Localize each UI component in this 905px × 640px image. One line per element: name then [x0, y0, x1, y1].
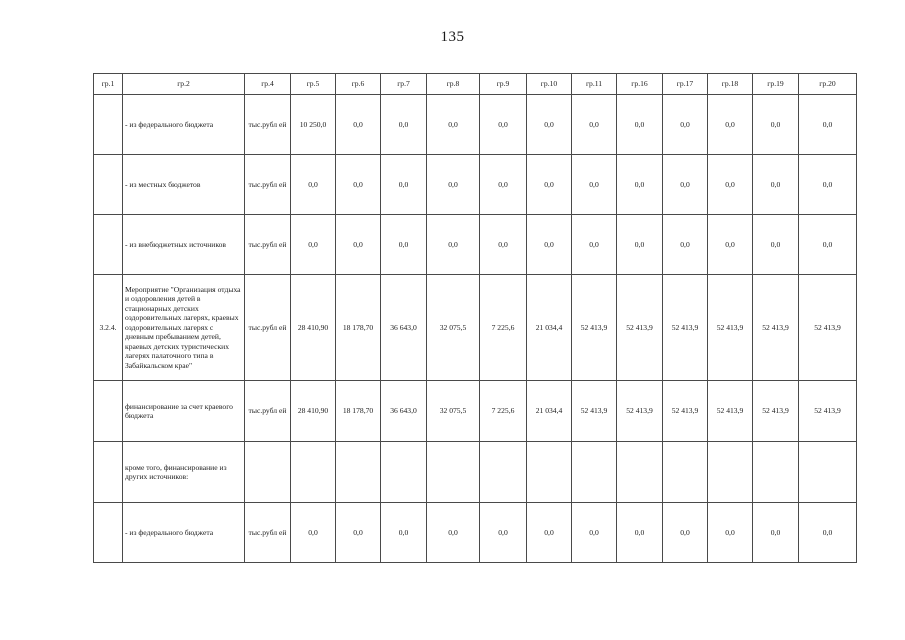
value-cell: 36 643,0 [381, 381, 427, 442]
unit-cell: тыс.рубл ей [245, 275, 291, 381]
value-cell: 0,0 [663, 155, 708, 215]
value-cell [708, 442, 753, 503]
value-cell: 0,0 [527, 95, 572, 155]
row-label-cell: финансирование за счет краевого бюджета [123, 381, 245, 442]
budget-table [93, 73, 857, 563]
column-header: гр.11 [572, 74, 617, 95]
value-cell: 52 413,9 [799, 381, 857, 442]
value-cell: 0,0 [427, 155, 480, 215]
value-cell: 0,0 [381, 215, 427, 275]
value-cell: 0,0 [336, 503, 381, 563]
table-row [94, 275, 857, 381]
row-number-cell [94, 95, 123, 155]
value-cell: 0,0 [708, 503, 753, 563]
value-cell: 0,0 [427, 503, 480, 563]
value-cell: 18 178,70 [336, 275, 381, 381]
value-cell: 0,0 [336, 95, 381, 155]
value-cell: 52 413,9 [572, 381, 617, 442]
value-cell: 7 225,6 [480, 275, 527, 381]
value-cell: 10 250,0 [291, 95, 336, 155]
column-header: гр.8 [427, 74, 480, 95]
value-cell: 52 413,9 [708, 381, 753, 442]
value-cell [753, 442, 799, 503]
value-cell [799, 442, 857, 503]
value-cell [480, 442, 527, 503]
value-cell: 0,0 [527, 155, 572, 215]
value-cell: 0,0 [480, 215, 527, 275]
value-cell: 0,0 [799, 215, 857, 275]
page-number: 135 [440, 29, 465, 45]
value-cell: 52 413,9 [663, 381, 708, 442]
column-header: гр.4 [245, 74, 291, 95]
value-cell: 52 413,9 [572, 275, 617, 381]
value-cell: 52 413,9 [708, 275, 753, 381]
column-header: гр.5 [291, 74, 336, 95]
value-cell: 0,0 [799, 155, 857, 215]
value-cell: 0,0 [663, 215, 708, 275]
value-cell: 0,0 [753, 215, 799, 275]
value-cell: 0,0 [572, 215, 617, 275]
value-cell: 28 410,90 [291, 381, 336, 442]
row-number-cell [94, 503, 123, 563]
value-cell: 0,0 [480, 95, 527, 155]
column-header: гр.2 [123, 74, 245, 95]
column-header: гр.7 [381, 74, 427, 95]
row-label-cell: кроме того, финансирование из других источников: [123, 442, 245, 503]
value-cell: 0,0 [617, 503, 663, 563]
table-row [94, 381, 857, 442]
value-cell: 52 413,9 [753, 275, 799, 381]
column-header: гр.17 [663, 74, 708, 95]
column-header: гр.10 [527, 74, 572, 95]
row-label-cell: - из федерального бюджета [123, 503, 245, 563]
value-cell: 0,0 [617, 155, 663, 215]
row-number-cell [94, 215, 123, 275]
value-cell: 0,0 [381, 95, 427, 155]
value-cell: 0,0 [572, 95, 617, 155]
value-cell: 0,0 [480, 503, 527, 563]
value-cell: 52 413,9 [799, 275, 857, 381]
value-cell: 0,0 [799, 503, 857, 563]
value-cell: 0,0 [617, 215, 663, 275]
row-number-cell: 3.2.4. [94, 275, 123, 381]
unit-cell: тыс.рубл ей [245, 381, 291, 442]
value-cell: 7 225,6 [480, 381, 527, 442]
value-cell: 0,0 [708, 155, 753, 215]
value-cell [617, 442, 663, 503]
table-row [94, 503, 857, 563]
value-cell [527, 442, 572, 503]
value-cell: 0,0 [427, 215, 480, 275]
value-cell: 0,0 [663, 503, 708, 563]
value-cell: 52 413,9 [663, 275, 708, 381]
row-number-cell [94, 442, 123, 503]
value-cell [336, 442, 381, 503]
row-label-cell: Мероприятие "Организация отдыха и оздоровления детей в стационарных детских оздоровительных лагерях, краевых оздоровительных лагерях с дневным пребыванием детей, краевых детских туристических лагерях палаточного типа в Забайкальском крае" [123, 275, 245, 381]
value-cell: 0,0 [291, 215, 336, 275]
table-header-row [94, 74, 857, 95]
row-label-cell: - из федерального бюджета [123, 95, 245, 155]
value-cell: 0,0 [291, 503, 336, 563]
value-cell: 21 034,4 [527, 275, 572, 381]
table-row [94, 155, 857, 215]
value-cell: 0,0 [617, 95, 663, 155]
value-cell: 32 075,5 [427, 275, 480, 381]
value-cell [291, 442, 336, 503]
value-cell: 21 034,4 [527, 381, 572, 442]
value-cell: 0,0 [336, 215, 381, 275]
unit-cell: тыс.рубл ей [245, 503, 291, 563]
value-cell: 0,0 [336, 155, 381, 215]
value-cell: 52 413,9 [753, 381, 799, 442]
unit-cell: тыс.рубл ей [245, 215, 291, 275]
value-cell: 0,0 [753, 155, 799, 215]
column-header: гр.1 [94, 74, 123, 95]
table-row [94, 95, 857, 155]
table-row [94, 215, 857, 275]
column-header: гр.20 [799, 74, 857, 95]
row-label-cell: - из внебюджетных источников [123, 215, 245, 275]
value-cell: 0,0 [527, 215, 572, 275]
value-cell: 52 413,9 [617, 381, 663, 442]
table-row [94, 442, 857, 503]
value-cell: 0,0 [753, 503, 799, 563]
row-number-cell [94, 381, 123, 442]
value-cell: 0,0 [291, 155, 336, 215]
value-cell: 0,0 [708, 215, 753, 275]
value-cell: 0,0 [480, 155, 527, 215]
value-cell: 0,0 [799, 95, 857, 155]
value-cell [427, 442, 480, 503]
value-cell [663, 442, 708, 503]
value-cell: 36 643,0 [381, 275, 427, 381]
value-cell: 0,0 [572, 155, 617, 215]
column-header: гр.16 [617, 74, 663, 95]
value-cell: 52 413,9 [617, 275, 663, 381]
column-header: гр.18 [708, 74, 753, 95]
value-cell: 0,0 [527, 503, 572, 563]
value-cell: 0,0 [427, 95, 480, 155]
unit-cell: тыс.рубл ей [245, 95, 291, 155]
value-cell: 32 075,5 [427, 381, 480, 442]
value-cell: 28 410,90 [291, 275, 336, 381]
value-cell: 0,0 [708, 95, 753, 155]
value-cell [381, 442, 427, 503]
column-header: гр.6 [336, 74, 381, 95]
column-header: гр.9 [480, 74, 527, 95]
value-cell: 0,0 [753, 95, 799, 155]
row-number-cell [94, 155, 123, 215]
value-cell: 0,0 [663, 95, 708, 155]
value-cell: 18 178,70 [336, 381, 381, 442]
value-cell: 0,0 [381, 155, 427, 215]
row-label-cell: - из местных бюджетов [123, 155, 245, 215]
column-header: гр.19 [753, 74, 799, 95]
unit-cell [245, 442, 291, 503]
value-cell: 0,0 [381, 503, 427, 563]
value-cell [572, 442, 617, 503]
unit-cell: тыс.рубл ей [245, 155, 291, 215]
value-cell: 0,0 [572, 503, 617, 563]
